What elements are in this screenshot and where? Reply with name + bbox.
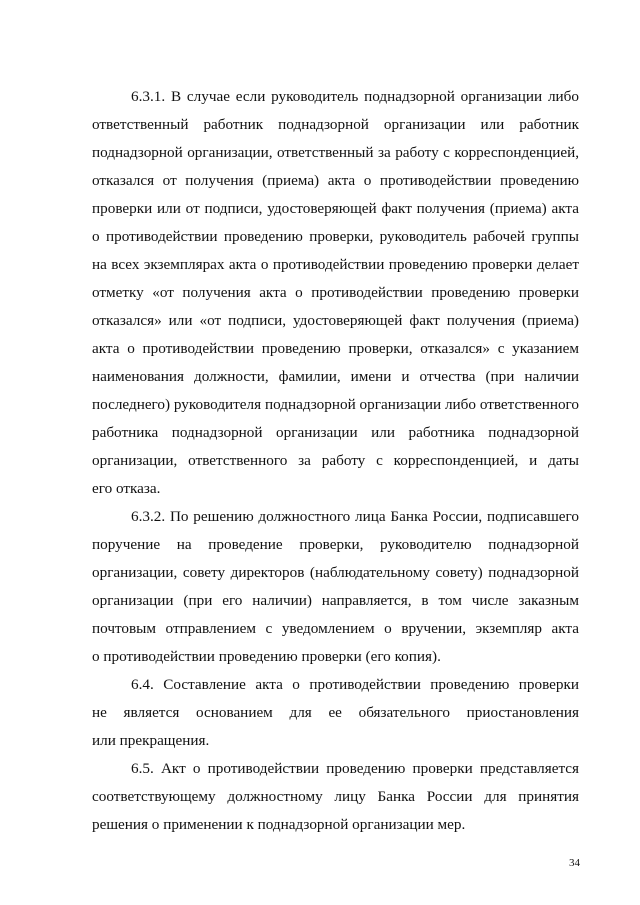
page-number: 34: [569, 857, 580, 869]
text-line: организации, совету директоров (наблюдательному совету) поднадзорной: [92, 564, 579, 581]
text-line: поручение на проведение проверки, руководителю поднадзорной: [92, 536, 579, 553]
text-line: на всех экземплярах акта о противодействии проведению проверки делает: [92, 256, 579, 273]
text-line: проверки или от подписи, удостоверяющей факт получения (приема) акта: [92, 200, 579, 217]
text-line: отказался от получения (приема) акта о противодействии проведению: [92, 172, 579, 189]
text-line: поднадзорной организации, ответственный за работу с корреспонденцией,: [92, 144, 579, 161]
text-line: отметку «от получения акта о противодействии проведению проверки: [92, 284, 579, 301]
text-line: о противодействии проведению проверки, руководитель рабочей группы: [92, 228, 579, 245]
text-line: ответственный работник поднадзорной организации или работник: [92, 116, 579, 133]
text-line: не является основанием для ее обязательного приостановления: [92, 704, 579, 721]
text-line: 6.5. Акт о противодействии проведению проверки представляется: [131, 760, 579, 777]
text-line: почтовым отправлением с уведомлением о вручении, экземпляр акта: [92, 620, 579, 637]
text-line: соответствующему должностному лицу Банка России для принятия: [92, 788, 579, 805]
text-line: 6.4. Составление акта о противодействии проведению проверки: [131, 676, 579, 693]
text-line: 6.3.2. По решению должностного лица Банка России, подписавшего: [131, 508, 579, 525]
text-line: наименования должности, фамилии, имени и отчества (при наличии: [92, 368, 579, 385]
text-line: последнего) руководителя поднадзорной организации либо ответственного: [92, 396, 579, 413]
text-line: работника поднадзорной организации или работника поднадзорной: [92, 424, 579, 441]
text-line: 6.3.1. В случае если руководитель поднадзорной организации либо: [131, 88, 579, 105]
text-line: организации, ответственного за работу с корреспонденцией, и даты: [92, 452, 579, 469]
text-line: решения о применении к поднадзорной организации мер.: [92, 816, 466, 833]
text-line: отказался» или «от подписи, удостоверяющей факт получения (приема): [92, 312, 579, 329]
text-line: его отказа.: [92, 480, 161, 497]
text-line: или прекращения.: [92, 732, 210, 749]
text-line: организации (при его наличии) направляется, в том числе заказным: [92, 592, 579, 609]
text-line: о противодействии проведению проверки (его копия).: [92, 648, 441, 665]
text-line: акта о противодействии проведению проверки, отказался» с указанием: [92, 340, 579, 357]
